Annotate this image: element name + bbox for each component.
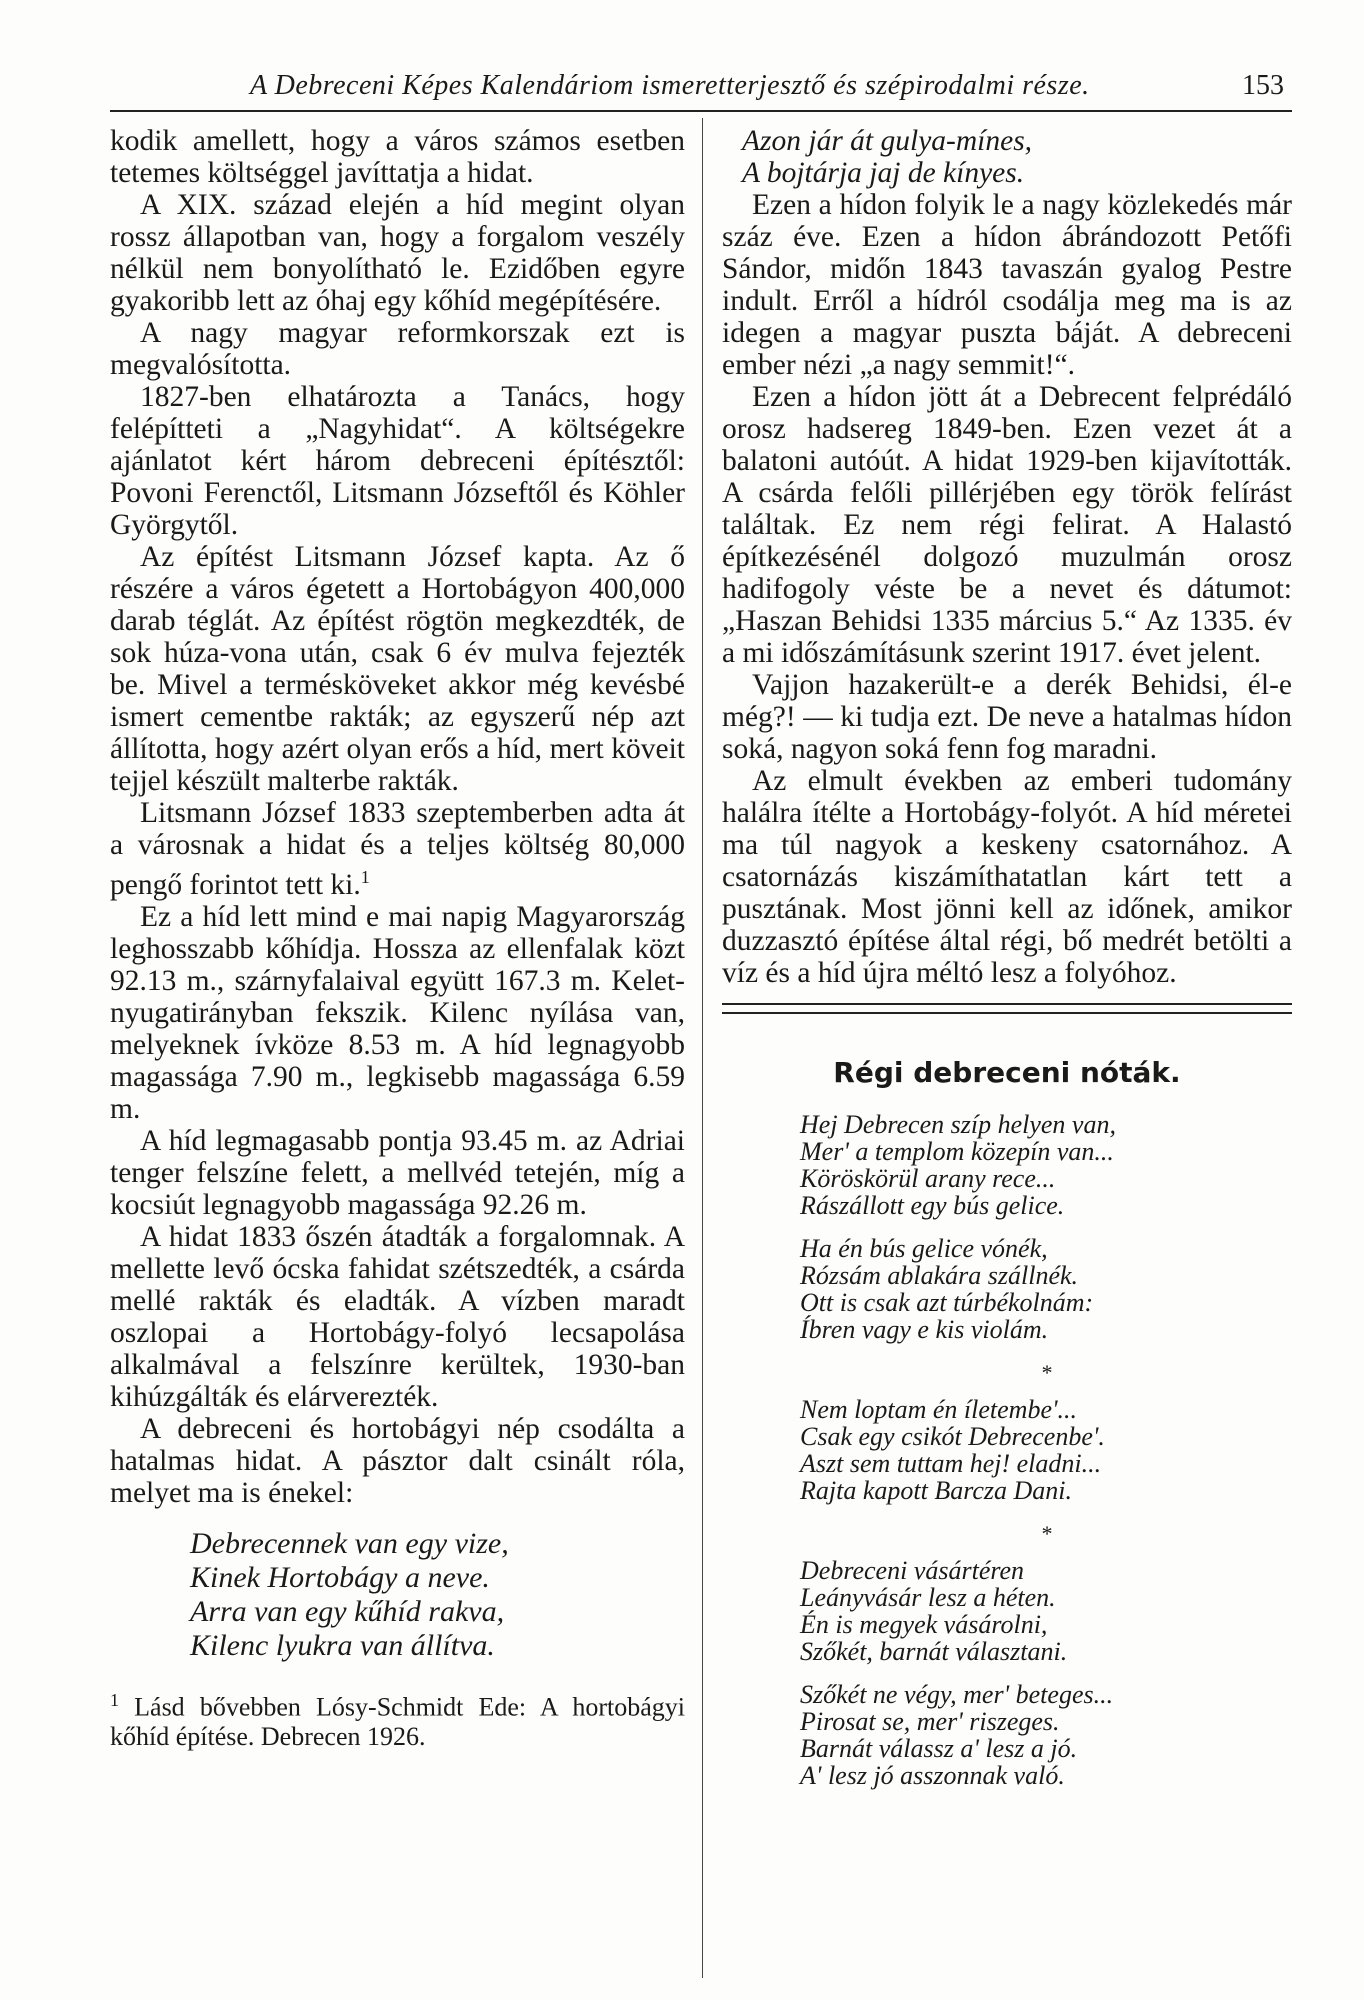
verse-line: Debreceni vásártéren	[800, 1556, 1025, 1585]
paragraph: A XIX. század elején a híd megint olyan rossz állapotban van, hogy a forgalom veszély nélkül nem bonyolítható le. Ezidőben egyre gyakoribb lett az óhaj egy kőhíd megépítésére.	[110, 189, 685, 317]
stanza	[800, 1681, 1292, 1789]
page-header	[110, 70, 1292, 112]
verse-line: Ott is csak azt túrbékolnám:	[800, 1288, 1094, 1317]
stanza	[800, 1396, 1292, 1504]
footnote-text: Lásd bővebben Lósy-Schmidt Ede: A hortobágyi kőhíd építése. Debrecen 1926.	[110, 1692, 685, 1752]
verse-continuation	[742, 125, 1292, 189]
paragraph: Az építést Litsmann József kapta. Az ő részére a város égetett a Hortobágyon 400,000 darab téglát. Az építést rögtön megkezdték, de sok húza-vona után, csak 6 év mulva fejezték be. Mivel a terméskövеket akkor még kevésbé ismert cementbe rakták; az egyszerű nép azt állította, hogy azért olyan erős a híd, mert köveit tejjel készült malterbe rakták.	[110, 541, 685, 797]
paragraph: Ezen a hídon jött át a Debrecent felprédáló orosz hadsereg 1849-ben. Ezen vezet át a balatoni autóút. A hidat 1929-ben kijavították. A csárda felőli pillérjében egy török felírást találtak. Ez nem régi felirat. A Halastó építkezésénél dolgozó muzulmán orosz hadifogoly véste be a nevet és dátumot: „Haszan Behidsi 1335 március 5.“ Az 1335. év a mi időszámításunk szerint 1917. évet jelent.	[722, 381, 1292, 669]
section-title: Régi debreceni nóták.	[833, 1056, 1181, 1089]
verse-line: Azon jár át gulya-mínes,	[742, 125, 1033, 157]
footnote-number: 1	[110, 1689, 119, 1710]
paragraph: 1827-ben elhatározta a Tanács, hogy felépítteti a „Nagyhidat“. A költségekre ajánlatot kért három debreceni építésztől: Povoni Ferenctől, Litsmann Józseftől és Köhler Györgytől.	[110, 381, 685, 541]
verse-line: Pirosat se, mer' riszeges.	[800, 1707, 1060, 1736]
running-title: A Debreceni Képes Kalendáriom ismeretterjesztő és szépirodalmi része.	[250, 70, 1090, 101]
verse-line: Barnát válassz a' lesz a jó.	[800, 1734, 1078, 1763]
folk-verse	[190, 1527, 685, 1663]
verse-line: A' lesz jó asszonnak való.	[800, 1761, 1065, 1790]
verse-line: Nem loptam én íletembe'...	[800, 1395, 1078, 1424]
verse-line: Arra van egy kűhíd rakva,	[190, 1594, 505, 1628]
verse-line: Szőkét ne végy, mer' beteges...	[800, 1680, 1114, 1709]
verse-line: Kinek Hortobágy a neve.	[190, 1560, 490, 1594]
verse-line: A bojtárja jaj de kínyes.	[742, 157, 1025, 189]
verse-line: Hej Debrecen szíp helyen van,	[800, 1110, 1116, 1139]
verse-line: Rajta kapott Barcza Dani.	[800, 1476, 1073, 1505]
star-separator: *	[1040, 1360, 1052, 1385]
column-divider	[702, 118, 703, 1978]
verse-line: Én is megyek vásárolni,	[800, 1610, 1048, 1639]
paragraph: Ez a híd lett mind e mai napig Magyarország leghosszabb kőhídja. Hossza az ellenfalak közt 92.13 m., szárnyfalaival együtt 167.3 m. Kelet-nyugatirányban fekszik. Kilenc nyílása van, melyeknek ívköze 8.53 m. A híd legnagyobb magassága 7.90 m., legkisebb magassága 6.59 m.	[110, 900, 685, 1125]
right-column	[722, 125, 1292, 1805]
verse-line: Rózsám ablakára szállnék.	[800, 1261, 1079, 1290]
verse-line: Ha én bús gelice vónék,	[800, 1234, 1048, 1263]
verse-line: Leányvásár lesz a héten.	[800, 1583, 1056, 1612]
verse-line: Íbren vagy e kis violám.	[800, 1315, 1049, 1344]
songs	[800, 1111, 1292, 1789]
verse-line: Köröskörül arany rece...	[800, 1164, 1056, 1193]
verse-line: Debrecennek van egy vize,	[190, 1526, 509, 1560]
paragraph: A hidat 1833 őszén átadták a forgalomnak. A mellette levő ócska fahidat szétszedték, a csárda mellé rakták és eladták. A vízben maradt oszlopai a Hortobágy-folyó lecsapolása alkalmával a felszínre kerültek, 1930-ban kihúzgálták és elárverezték.	[110, 1220, 685, 1413]
paragraph-text: Litsmann József 1833 szeptemberben adta át a városnak a hidat és a teljes költség 80,000 pengő forintot tett ki.	[110, 797, 685, 901]
paragraph: A nagy magyar reformkorszak ezt is megvalósította.	[110, 317, 685, 381]
paragraph	[110, 797, 685, 901]
left-column	[110, 125, 685, 1752]
stanza	[800, 1235, 1292, 1343]
star-separator: *	[1040, 1521, 1052, 1546]
verse-line: Kilenc lyukra van állítva.	[190, 1628, 495, 1662]
paragraph: Vajjon hazakerült-e a derék Behidsi, él-e még?! — ki tudja ezt. De neve a hatalmas hídon soká, nagyon soká fenn fog maradni.	[722, 669, 1292, 765]
verse-line: Mer' a templom közepín van...	[800, 1137, 1114, 1166]
footnote	[110, 1685, 685, 1753]
paragraph: A debreceni és hortobágyi nép csodálta a hatalmas hidat. A pásztor dalt csinált róla, melyet ma is énekel:	[110, 1412, 685, 1509]
verse-line: Szőkét, barnát választani.	[800, 1637, 1068, 1666]
section-divider	[722, 1003, 1292, 1014]
verse-line: Rászállott egy bús gelice.	[800, 1191, 1065, 1220]
verse-line: Csak egy csikót Debrecenbe'.	[800, 1422, 1105, 1451]
verse-line: Aszt sem tuttam hej! eladni...	[800, 1449, 1102, 1478]
paragraph: A híd legmagasabb pontja 93.45 m. az Adriai tenger felszíne felett, a mellvéd tetején, míg a kocsiút legnagyobb magassága 92.26 m.	[110, 1124, 685, 1221]
paragraph: Ezen a hídon folyik le a nagy közlekedés már száz éve. Ezen a hídon ábrándozott Petőfi Sándor, midőn 1843 tavaszán gyalog Pestre indult. Erről a hídról csodálja meg ma is az idegen a magyar puszta báját. A debreceni ember nézi „a nagy semmit!“.	[722, 189, 1292, 381]
page-number: 153	[1242, 70, 1284, 101]
footnote-marker: 1	[360, 867, 370, 887]
stanza	[800, 1557, 1292, 1665]
paragraph: kodik amellett, hogy a város számos esetben tetemes költséggel javíttatja a hidat.	[110, 125, 685, 189]
paragraph: Az elmult években az emberi tudomány halálra ítélte a Hortobágy-folyót. A híd méretei ma túl nagyok a keskeny csatornához. A csatornázás kiszámíthatatlan kárt tett a pusztának. Most jönni kell az időnek, amikor duzzasztó építése által régi, bő medrét betölti a víz és a híd újra méltó lesz a folyóhoz.	[722, 765, 1292, 989]
stanza	[800, 1111, 1292, 1219]
